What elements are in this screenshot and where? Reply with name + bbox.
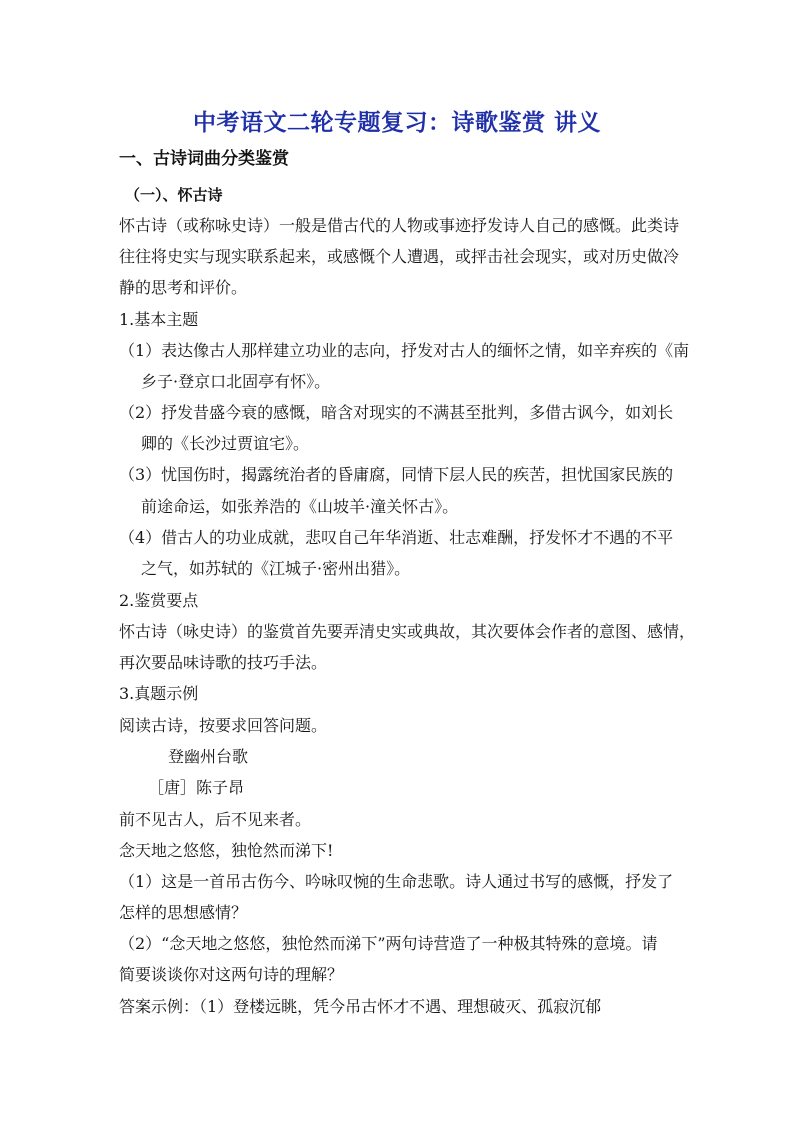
theme-item: （1）表达像古人那样建立功业的志向，抒发对古人的缅怀之情，如辛弃疾的《南 bbox=[119, 341, 690, 360]
example-instruction: 阅读古诗，按要求回答问题。 bbox=[119, 716, 328, 735]
appreciation-line: 怀古诗（咏史诗）的鉴赏首先要弄清史实或典故，其次要体会作者的意图、感情， bbox=[119, 622, 696, 641]
answer-line: 答案示例：（1）登楼远眺，凭今吊古怀才不遇、理想破灭、孤寂沉郁 bbox=[119, 997, 602, 1016]
question-item: （1）这是一首吊古伤今、吟咏叹惋的生命悲歌。诗人通过书写的感慨，抒发了 bbox=[119, 872, 674, 891]
document-title: 中考语文二轮专题复习：诗歌鉴赏 讲义 bbox=[192, 110, 601, 136]
intro-line: 往往将史实与现实联系起来，或感慨个人遭遇，或抨击社会现实，或对历史做冷 bbox=[119, 247, 680, 266]
theme-item-continuation: 乡子·登京口北固亭有怀》。 bbox=[141, 372, 331, 391]
theme-item: （3）忧国伤时，揭露统治者的昏庸腐，同情下层人民的疾苦，担忧国家民族的 bbox=[119, 465, 674, 484]
poem-line: 念天地之悠悠，独怆然而涕下! bbox=[119, 841, 334, 860]
question-item: （2）“念天地之悠悠，独怆然而涕下”两句诗营造了一种极其特殊的意境。请 bbox=[119, 934, 658, 953]
poem-title: 登幽州台歌 bbox=[168, 747, 249, 766]
theme-item-continuation: 之气，如苏轼的《江城子·密州出猎》。 bbox=[141, 559, 411, 578]
theme-heading: 1.基本主题 bbox=[119, 310, 199, 329]
question-item-continuation: 怎样的思想感情？ bbox=[119, 903, 248, 922]
theme-item: （2）抒发昔盛今衰的感慨，暗含对现实的不满甚至批判，多借古讽今，如刘长 bbox=[119, 403, 674, 422]
theme-item: （4）借古人的功业成就，悲叹自己年华消逝、壮志难酬，抒发怀才不遇的不平 bbox=[119, 528, 674, 547]
intro-line: 静的思考和评价。 bbox=[119, 278, 248, 297]
poem-author: ［唐］陈子昂 bbox=[148, 778, 245, 797]
intro-line: 怀古诗（或称咏史诗）一般是借古代的人物或事迹抒发诗人自己的感慨。此类诗 bbox=[119, 216, 680, 235]
example-heading: 3.真题示例 bbox=[119, 684, 199, 703]
appreciation-heading: 2.鉴赏要点 bbox=[119, 591, 199, 610]
subsection-heading: （一）、怀古诗 bbox=[125, 186, 223, 204]
appreciation-line: 再次要品味诗歌的技巧手法。 bbox=[119, 653, 328, 672]
poem-line: 前不见古人，后不见来者。 bbox=[119, 810, 312, 829]
theme-item-continuation: 卿的《长沙过贾谊宅》。 bbox=[141, 434, 310, 453]
section-heading: 一、古诗词曲分类鉴赏 bbox=[119, 149, 289, 169]
theme-item-continuation: 前途命运，如张养浩的《山坡羊·潼关怀古》。 bbox=[141, 497, 459, 516]
question-item-continuation: 简要谈谈你对这两句诗的理解？ bbox=[119, 965, 344, 984]
